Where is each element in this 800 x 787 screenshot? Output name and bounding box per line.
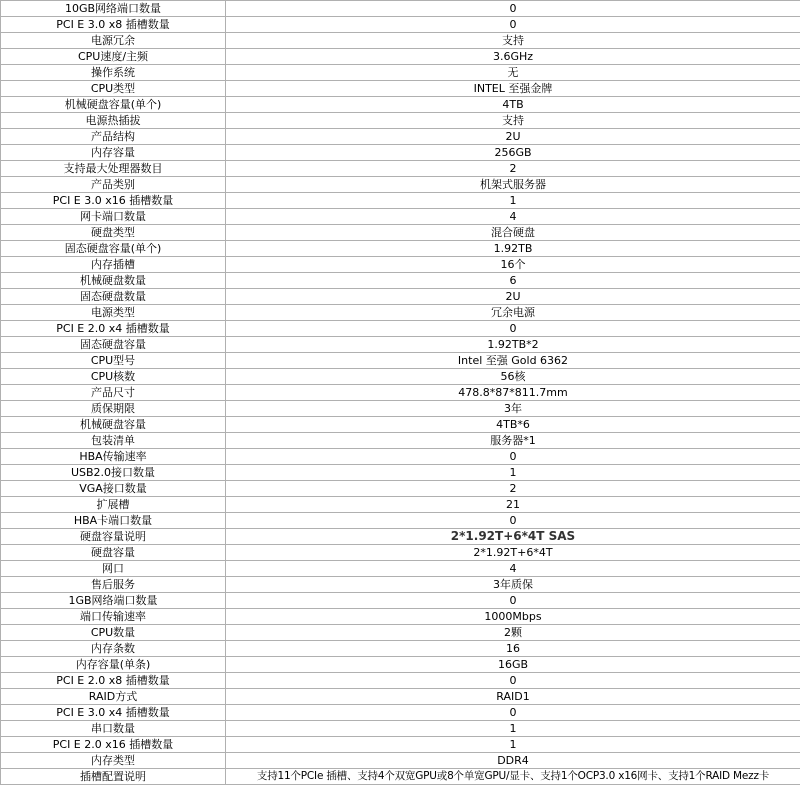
spec-value: INTEL 至强金牌 [226,81,800,97]
table-row [1,561,800,577]
table-row [1,401,800,417]
table-row [1,449,800,465]
spec-label: 电源冗余 [1,33,226,49]
spec-value: 1.92TB [226,241,800,257]
spec-label: CPU型号 [1,353,226,369]
spec-value: 0 [226,513,800,529]
spec-label: 10GB网络端口数量 [1,1,226,17]
spec-value: 256GB [226,145,800,161]
spec-value: 16个 [226,257,800,273]
table-row [1,369,800,385]
table-row [1,193,800,209]
spec-value: 0 [226,673,800,689]
spec-value: 混合硬盘 [226,225,800,241]
spec-value: 2*1.92T+6*4T SAS [226,529,800,545]
spec-value: 56核 [226,369,800,385]
table-row [1,129,800,145]
spec-value: 4TB [226,97,800,113]
table-row [1,337,800,353]
spec-value: 1000Mbps [226,609,800,625]
spec-value: Intel 至强 Gold 6362 [226,353,800,369]
spec-label: 机械硬盘容量 [1,417,226,433]
spec-value: 16GB [226,657,800,673]
spec-table-body [1,1,800,785]
spec-value: 无 [226,65,800,81]
table-row [1,609,800,625]
spec-label: 内存容量 [1,145,226,161]
spec-label: HBA卡端口数量 [1,513,226,529]
spec-value: 1 [226,721,800,737]
table-row [1,145,800,161]
spec-label: 内存条数 [1,641,226,657]
table-row [1,209,800,225]
spec-label: PCI E 3.0 x16 插槽数量 [1,193,226,209]
spec-label: 机械硬盘容量(单个) [1,97,226,113]
table-row [1,17,800,33]
spec-value: 支持11个PCIe 插槽、支持4个双宽GPU或8个单宽GPU/显卡、支持1个OCP3.0 x16网卡、支持1个RAID Mezz卡 [226,769,800,785]
spec-label: PCI E 3.0 x8 插槽数量 [1,17,226,33]
spec-label: CPU类型 [1,81,226,97]
spec-label: CPU数量 [1,625,226,641]
spec-label: 硬盘容量说明 [1,529,226,545]
table-row [1,737,800,753]
spec-value: 机架式服务器 [226,177,800,193]
spec-label: 硬盘类型 [1,225,226,241]
table-row [1,513,800,529]
spec-value: 2U [226,289,800,305]
spec-label: 网卡端口数量 [1,209,226,225]
table-row [1,593,800,609]
spec-value: 478.8*87*811.7mm [226,385,800,401]
spec-value: 4TB*6 [226,417,800,433]
spec-label: PCI E 2.0 x8 插槽数量 [1,673,226,689]
table-row [1,641,800,657]
table-row [1,625,800,641]
table-row [1,257,800,273]
table-row [1,417,800,433]
table-row [1,161,800,177]
spec-label: 电源热插拔 [1,113,226,129]
spec-value: 16 [226,641,800,657]
spec-label: 端口传输速率 [1,609,226,625]
table-row [1,65,800,81]
spec-value: DDR4 [226,753,800,769]
spec-value: 支持 [226,33,800,49]
table-row [1,97,800,113]
table-row [1,529,800,545]
spec-label: PCI E 3.0 x4 插槽数量 [1,705,226,721]
spec-label: 包装清单 [1,433,226,449]
spec-label: CPU速度/主频 [1,49,226,65]
table-row [1,481,800,497]
table-row [1,689,800,705]
table-row [1,321,800,337]
spec-value: 3年 [226,401,800,417]
spec-value: 1.92TB*2 [226,337,800,353]
table-row [1,289,800,305]
spec-label: 售后服务 [1,577,226,593]
spec-value: 1 [226,193,800,209]
spec-label: 内存插槽 [1,257,226,273]
spec-value: 4 [226,209,800,225]
spec-value: 1 [226,465,800,481]
spec-label: 产品结构 [1,129,226,145]
spec-value: 3.6GHz [226,49,800,65]
spec-value: 2 [226,161,800,177]
spec-value: 0 [226,449,800,465]
spec-label: 1GB网络端口数量 [1,593,226,609]
spec-value: 2U [226,129,800,145]
spec-label: 产品尺寸 [1,385,226,401]
spec-label: VGA接口数量 [1,481,226,497]
spec-value: 1 [226,737,800,753]
spec-label: 操作系统 [1,65,226,81]
table-row [1,241,800,257]
spec-value: 4 [226,561,800,577]
spec-label: PCI E 2.0 x16 插槽数量 [1,737,226,753]
table-row [1,113,800,129]
table-row [1,49,800,65]
table-row [1,385,800,401]
table-row [1,705,800,721]
table-row [1,657,800,673]
spec-label: 机械硬盘数量 [1,273,226,289]
spec-label: 硬盘容量 [1,545,226,561]
spec-value: 服务器*1 [226,433,800,449]
table-row [1,1,800,17]
table-row [1,465,800,481]
table-row [1,177,800,193]
spec-value: 0 [226,321,800,337]
spec-label: USB2.0接口数量 [1,465,226,481]
table-row [1,673,800,689]
spec-value: 冗余电源 [226,305,800,321]
spec-label: 插槽配置说明 [1,769,226,785]
spec-label: 扩展槽 [1,497,226,513]
spec-value: 0 [226,1,800,17]
spec-value: 6 [226,273,800,289]
spec-value: 2*1.92T+6*4T [226,545,800,561]
spec-label: 内存类型 [1,753,226,769]
table-row [1,81,800,97]
spec-label: 质保期限 [1,401,226,417]
table-row [1,753,800,769]
table-row [1,433,800,449]
table-row [1,545,800,561]
spec-label: 网口 [1,561,226,577]
spec-value: 2颗 [226,625,800,641]
table-row [1,305,800,321]
spec-value: 21 [226,497,800,513]
table-row [1,225,800,241]
spec-label: 支持最大处理器数目 [1,161,226,177]
spec-value: 2 [226,481,800,497]
spec-value: 0 [226,705,800,721]
spec-label: 固态硬盘容量 [1,337,226,353]
spec-label: 串口数量 [1,721,226,737]
spec-label: RAID方式 [1,689,226,705]
table-row [1,497,800,513]
spec-label: 产品类别 [1,177,226,193]
spec-label: CPU核数 [1,369,226,385]
spec-value: 3年质保 [226,577,800,593]
table-row [1,769,800,785]
spec-label: 内存容量(单条) [1,657,226,673]
spec-value: 支持 [226,113,800,129]
spec-value: 0 [226,17,800,33]
spec-label: PCI E 2.0 x4 插槽数量 [1,321,226,337]
table-row [1,33,800,49]
table-row [1,577,800,593]
spec-label: 电源类型 [1,305,226,321]
spec-label: HBA传输速率 [1,449,226,465]
table-row [1,353,800,369]
spec-value: 0 [226,593,800,609]
spec-label: 固态硬盘数量 [1,289,226,305]
table-row [1,273,800,289]
spec-value: RAID1 [226,689,800,705]
table-row [1,721,800,737]
spec-label: 固态硬盘容量(单个) [1,241,226,257]
